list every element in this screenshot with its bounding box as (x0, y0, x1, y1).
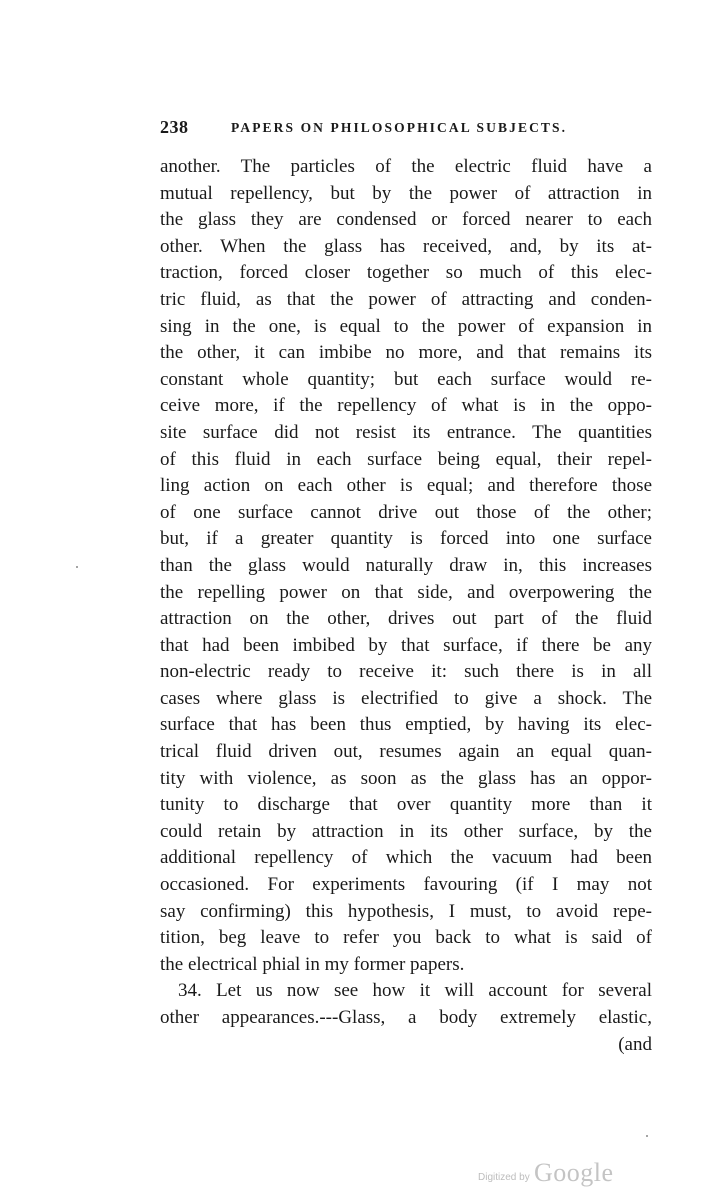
text-line: another. The particles of the electric fluid have a (160, 156, 652, 177)
text-line: ceive more, if the repellency of what is in the oppo- (160, 395, 652, 417)
text-line: the glass they are condensed or forced nearer to each (160, 209, 652, 231)
text-line: trical fluid driven out, resumes again an equal quan- (160, 741, 652, 763)
text-line: but, if a greater quantity is forced into one surface (160, 528, 652, 550)
text-line: tunity to discharge that over quantity more than it (160, 794, 652, 816)
text-line: non-electric ready to receive it: such there is in all (160, 661, 652, 683)
text-line: additional repellency of which the vacuum had been (160, 847, 652, 869)
text-line: surface that has been thus emptied, by having its elec- (160, 714, 652, 736)
text-line: tition, beg leave to refer you back to what is said of (160, 927, 652, 949)
google-watermark (478, 1158, 628, 1190)
text-line: other. When the glass has received, and, by its at- (160, 235, 652, 257)
text-line: tric fluid, as that the power of attracting and conden- (160, 288, 652, 310)
page-header (160, 117, 652, 139)
text-line: of one surface cannot drive out those of the other; (160, 501, 652, 523)
text-line: tity with violence, as soon as the glass has an oppor- (160, 767, 652, 789)
watermark-digitized-by: Digitized by (478, 1172, 530, 1183)
text-line: could retain by attraction in its other surface, by the (160, 820, 652, 842)
text-line: say confirming) this hypothesis, I must, to avoid repe- (160, 900, 652, 922)
text-line: cases where glass is electrified to give a shock. The (160, 687, 652, 709)
text-line: occasioned. For experiments favouring (if I may not (160, 874, 652, 896)
watermark-google-logo: Google (534, 1158, 614, 1187)
text-line: constant whole quantity; but each surface would re- (160, 368, 652, 390)
page-number: 238 (160, 117, 189, 137)
text-line: than the glass would naturally draw in, this increases (160, 554, 652, 576)
text-line: site surface did not resist its entrance. The quantities (160, 421, 652, 443)
paragraph-start-line: 34. Let us now see how it will account for several (178, 980, 652, 1002)
text-line: the electrical phial in my former papers. (160, 953, 465, 975)
text-line: traction, forced closer together so much of this elec- (160, 262, 652, 284)
text-line: sing in the one, is equal to the power of expansion in (160, 315, 652, 337)
catchword: (and (618, 1033, 652, 1055)
text-line: of this fluid in each surface being equal, their repel- (160, 448, 652, 470)
paper-speck (76, 566, 78, 568)
text-line: that had been imbibed by that surface, if there be any (160, 634, 652, 656)
text-line: the other, it can imbibe no more, and that remains its (160, 342, 652, 364)
text-line: ling action on each other is equal; and therefore those (160, 475, 652, 497)
text-line: mutual repellency, but by the power of attraction in (160, 182, 652, 204)
text-line: other appearances.---Glass, a body extremely elastic, (160, 1007, 652, 1028)
text-line: attraction on the other, drives out part of the fluid (160, 608, 652, 630)
running-head: PAPERS ON PHILOSOPHICAL SUBJECTS. (231, 120, 568, 135)
text-line: the repelling power on that side, and overpowering the (160, 581, 652, 603)
paper-speck (646, 1135, 648, 1137)
body-text (160, 154, 652, 1058)
